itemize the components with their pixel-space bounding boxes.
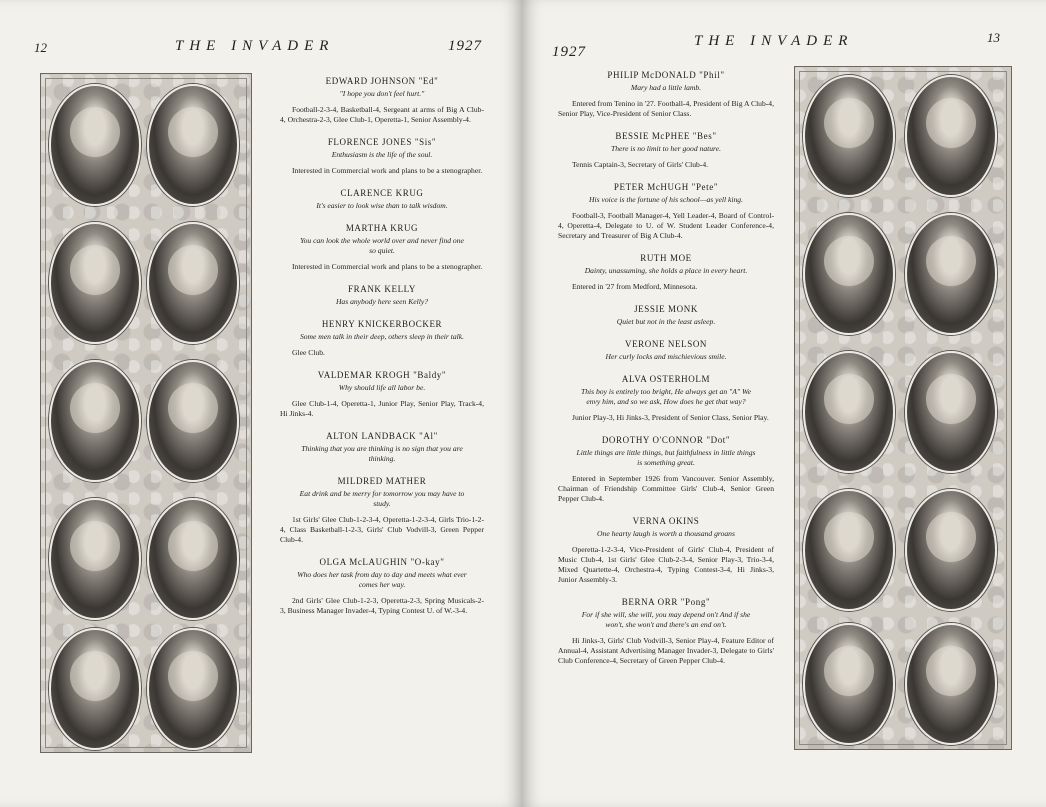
student-name: VERNA OKINS (632, 516, 700, 526)
student-record: Tennis Captain-3, Secretary of Girls' Club-4. (572, 160, 709, 169)
student-photo (905, 623, 997, 745)
student-name: PETER McHUGH "Pete" (613, 182, 719, 192)
student-entry (280, 284, 484, 307)
student-entry (558, 70, 774, 119)
student-entry (558, 339, 774, 362)
student-name: RUTH MOE (640, 253, 692, 263)
student-photo (905, 489, 997, 611)
student-quote: Enthusiasm is the life of the soul. (331, 150, 433, 159)
student-quote: There is no limit to her good nature. (611, 144, 721, 153)
student-photo (803, 351, 895, 473)
student-photo (49, 222, 141, 344)
student-name: HENRY KNICKERBOCKER (321, 319, 443, 329)
student-record: Interested in Commercial work and plans to be a stenographer. (292, 262, 483, 271)
student-entry (558, 374, 774, 423)
student-quote: One hearty laugh is worth a thousand groans (597, 529, 735, 538)
student-record: Glee Club-1-4, Operetta-1, Junior Play, Senior Play, Track-4, Hi Jinks-4. (280, 399, 484, 418)
student-photo (49, 360, 141, 482)
student-record: 2nd Girls' Glee Club-1-2-3, Operetta-2-3, Spring Musicals-2-3, Business Manager Invader-4, Typing Contest U. of W.-3-4. (280, 596, 484, 615)
student-entry (280, 557, 484, 616)
student-quote: Mary had a little lamb. (630, 83, 702, 92)
student-photo (905, 351, 997, 473)
student-record: Junior Play-3, Hi Jinks-3, President of Senior Class, Senior Play. (572, 413, 769, 422)
student-entry (558, 597, 774, 666)
student-quote: Thinking that you are thinking is no sign that you are thinking. (301, 444, 463, 463)
student-record: 1st Girls' Glee Club-1-2-3-4, Operetta-1-2-3-4, Girls Trio-1-2-4, Class Basketball-1-2-3, Girls' Club Vodvill-3, Green Pepper Club-4. (280, 515, 484, 544)
student-record: Entered from Tenino in '27. Football-4, President of Big A Club-4, Senior Play, Vice-President of Senior Class. (558, 99, 774, 118)
student-name: MILDRED MATHER (337, 476, 427, 486)
student-entry (558, 253, 774, 292)
student-quote: Eat drink and be merry for tomorrow you may have to study. (299, 489, 465, 508)
student-name: MARTHA KRUG (345, 223, 419, 233)
left-biography-column (280, 76, 484, 628)
student-entry (558, 435, 774, 504)
student-photo (803, 489, 895, 611)
student-quote: This boy is entirely too bright, He always get an "A" We envy him, and so we ask, How does he get that way? (581, 387, 751, 406)
photo-panel (40, 73, 252, 753)
student-photo (49, 498, 141, 620)
student-quote: For if she will, she will, you may depend on't And if she won't, she won't and there's an end on't. (581, 610, 751, 629)
student-record: Hi Jinks-3, Girls' Club Vodvill-3, Senior Play-4, Feature Editor of Annual-4, Assistant Advertising Manager Invader-3, Delegate to Girls' Club Conference-4, Secretary of Green Pepper Club-4. (558, 636, 774, 665)
student-photo (803, 75, 895, 197)
student-entry (558, 131, 774, 170)
student-photo (905, 75, 997, 197)
student-photo (905, 213, 997, 335)
student-entry (280, 76, 484, 125)
student-photo (803, 213, 895, 335)
page-year: 1927 (448, 38, 482, 54)
student-record: Football-3, Football Manager-4, Yell Leader-4, Board of Control-4, Operetta-4, Delegate to U. of W. Student Leader Conference-4, Secretary and Treasurer of Big A Club-4. (558, 211, 774, 240)
student-name: BERNA ORR "Pong" (621, 597, 711, 607)
student-name: ALVA OSTERHOLM (621, 374, 711, 384)
page-number: 12 (34, 40, 47, 55)
student-entry (558, 516, 774, 585)
student-name: FLORENCE JONES "Sis" (327, 137, 437, 147)
student-photo (147, 498, 239, 620)
student-name: JESSIE MONK (634, 304, 698, 314)
page-title: THE INVADER (175, 38, 335, 54)
student-entry (558, 304, 774, 327)
student-quote: Why should life all labor be. (338, 383, 426, 392)
student-photo (147, 84, 239, 206)
student-name: OLGA McLAUGHIN "O-kay" (319, 557, 445, 567)
student-record: Football-2-3-4, Basketball-4, Sergeant at arms of Big A Club-4, Orchestra-2-3, Glee Club-1, Operetta-1, Senior Assembly-4. (280, 105, 484, 124)
student-photo (49, 84, 141, 206)
page-year: 1927 (552, 44, 586, 60)
student-photo (49, 628, 141, 750)
student-entry (280, 370, 484, 419)
student-quote: Dainty, unassuming, she holds a place in every heart. (584, 266, 748, 275)
student-entry (280, 319, 484, 358)
student-entry (280, 188, 484, 211)
right-biography-column (558, 70, 774, 678)
student-name: VERONE NELSON (624, 339, 708, 349)
student-quote: Has anybody here seen Kelly? (335, 297, 429, 306)
student-quote: Little things are little things, but faithfulness in little things is something great. (576, 448, 756, 467)
student-quote: Quiet but not in the least asleep. (616, 317, 716, 326)
student-photo (147, 360, 239, 482)
student-record: Entered in '27 from Medford, Minnesota. (572, 282, 698, 291)
student-quote: It's easier to look wise than to talk wisdom. (316, 201, 448, 210)
right-page (522, 0, 1046, 807)
student-entry (280, 431, 484, 464)
student-photo (147, 628, 239, 750)
student-photo (803, 623, 895, 745)
left-page (0, 0, 522, 807)
student-entry (280, 476, 484, 545)
student-photo (147, 222, 239, 344)
student-quote: Who does her task from day to day and meets what ever comes her way. (297, 570, 467, 589)
student-entry (280, 137, 484, 176)
student-name: DOROTHY O'CONNOR "Dot" (601, 435, 731, 445)
student-entry (280, 223, 484, 272)
student-entry (558, 182, 774, 241)
student-name: ALTON LANDBACK "Al" (326, 431, 438, 441)
student-quote: Some men talk in their deep, others sleep in their talk. (299, 332, 465, 341)
student-name: PHILIP McDONALD "Phil" (607, 70, 725, 80)
page-title: THE INVADER (694, 33, 854, 49)
student-record: Entered in September 1926 from Vancouver. Senior Assembly, Chairman of Friendship Committee Girls' Club-4, Senior Green Pepper Club-4. (558, 474, 774, 503)
student-name: CLARENCE KRUG (340, 188, 424, 198)
student-name: EDWARD JOHNSON "Ed" (325, 76, 439, 86)
student-quote: "I hope you don't feel hurt." (339, 89, 425, 98)
student-record: Glee Club. (292, 348, 325, 357)
student-quote: You can look the whole world over and never find one so quiet. (300, 236, 464, 255)
page-number: 13 (987, 30, 1000, 45)
student-name: BESSIE McPHEE "Bes" (615, 131, 717, 141)
student-name: VALDEMAR KROGH "Baldy" (317, 370, 447, 380)
student-quote: Her curly locks and mischievious smile. (605, 352, 727, 361)
student-quote: His voice is the fortune of his school—as yell king. (589, 195, 743, 204)
photo-panel (794, 66, 1012, 750)
student-name: FRANK KELLY (348, 284, 416, 294)
student-record: Operetta-1-2-3-4, Vice-President of Girls' Club-4, President of Music Club-4, 1st Girls' Glee Club-2-3-4, Senior Play-3, Trio-3-4, Mixed Quartette-4, Orchestra-4, Typing Contest-3-4, Hi Jinks-3, Junior Assembly-3. (558, 545, 774, 584)
student-record: Interested in Commercial work and plans to be a stenographer. (292, 166, 483, 175)
